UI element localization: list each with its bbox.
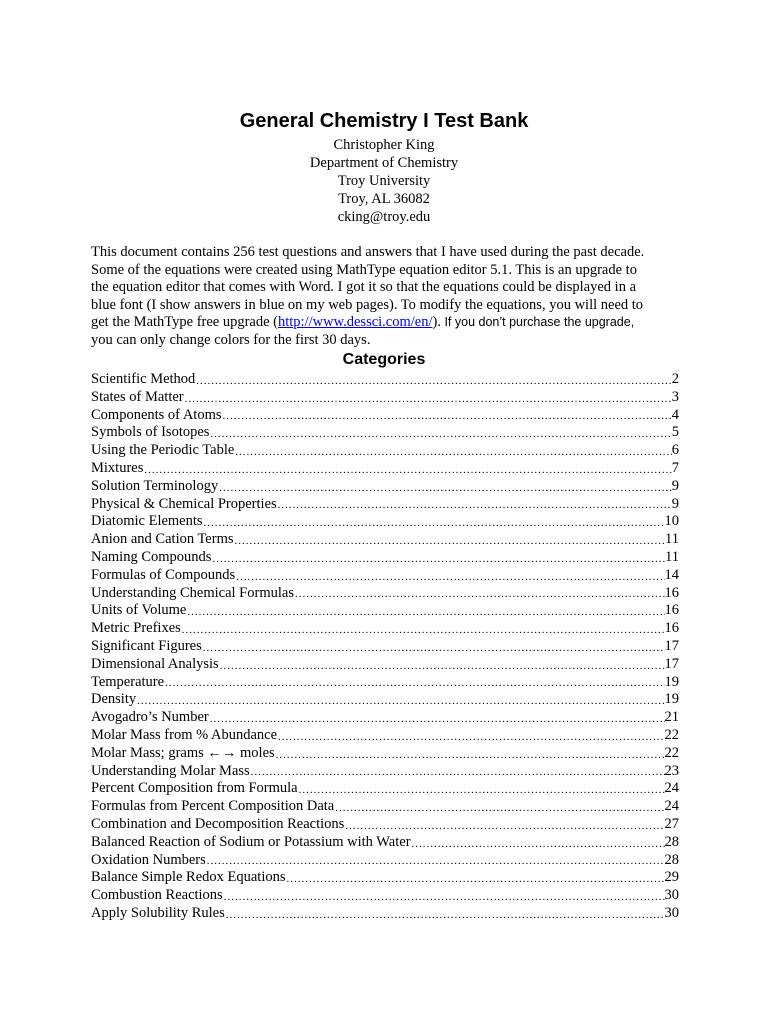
toc-entry-label: Combustion Reactions (91, 887, 223, 904)
toc-dot-leader (181, 623, 665, 638)
toc-entry-page: 27 (664, 815, 679, 832)
toc-entry[interactable] (91, 513, 679, 531)
toc-entry-label: Anion and Cation Terms (91, 531, 234, 548)
toc-dot-leader (225, 908, 665, 923)
toc-dot-leader (275, 748, 665, 763)
toc-entry-label: Avogadro’s Number (91, 709, 209, 726)
toc-entry-page: 6 (671, 442, 679, 459)
toc-dot-leader (186, 605, 664, 620)
toc-entry[interactable] (91, 905, 679, 923)
toc-dot-leader (218, 481, 672, 496)
toc-entry-page: 17 (664, 655, 679, 672)
toc-entry-page: 29 (664, 869, 679, 886)
toc-entry[interactable] (91, 816, 679, 834)
toc-entry-page: 22 (664, 744, 679, 761)
toc-entry-label: Understanding Molar Mass (91, 762, 250, 779)
toc-entry[interactable] (91, 602, 679, 620)
toc-entry[interactable] (91, 869, 679, 887)
toc-entry-page: 7 (671, 459, 679, 476)
toc-entry-page: 19 (664, 691, 679, 708)
toc-entry[interactable] (91, 531, 679, 549)
toc-entry-page: 28 (664, 833, 679, 850)
toc-entry[interactable] (91, 763, 679, 781)
toc-dot-leader (234, 445, 671, 460)
toc-entry-page: 9 (671, 495, 679, 512)
toc-dot-leader (234, 534, 666, 549)
toc-entry-page: 11 (665, 548, 679, 565)
toc-entry[interactable] (91, 442, 679, 460)
toc-entry-label: Using the Periodic Table (91, 442, 235, 459)
toc-dot-leader (203, 516, 665, 531)
toc-dot-leader (277, 498, 672, 513)
intro-text: get the MathType free upgrade ( (91, 314, 278, 331)
toc-dot-leader (209, 427, 671, 442)
toc-entry[interactable] (91, 656, 679, 674)
toc-dot-leader (411, 837, 665, 852)
dessci-link[interactable]: http://www.dessci.com/en/ (278, 314, 433, 331)
author-university: Troy University (337, 173, 431, 189)
toc-entry[interactable] (91, 691, 679, 709)
intro-paragraph (91, 244, 681, 350)
toc-entry[interactable] (91, 709, 679, 727)
toc-entry-page: 14 (664, 566, 679, 583)
toc-entry-label: Symbols of Isotopes (91, 424, 210, 441)
toc-entry-label: Components of Atoms (91, 406, 222, 423)
intro-line: Some of the equations were created using MathType equation editor 5.1. This is an upgrade to (91, 261, 637, 278)
toc-dot-leader (223, 890, 665, 905)
toc-dot-leader (136, 694, 664, 709)
toc-entry-page: 30 (664, 887, 679, 904)
toc-entry-page: 16 (664, 602, 679, 619)
toc-dot-leader (344, 819, 664, 834)
toc-entry-label: Molar Mass; grams ←→ moles (91, 744, 275, 761)
toc-entry[interactable] (91, 567, 679, 585)
toc-entry[interactable] (91, 727, 679, 745)
toc-dot-leader (209, 712, 665, 727)
toc-dot-leader (164, 676, 664, 691)
toc-entry[interactable] (91, 389, 679, 407)
toc-entry-page: 24 (664, 798, 679, 815)
toc-dot-leader (211, 552, 665, 567)
toc-entry-label: Physical & Chemical Properties (91, 495, 277, 512)
toc-entry-label: Scientific Method (91, 371, 196, 387)
toc-entry[interactable] (91, 852, 679, 870)
toc-entry-page: 24 (664, 780, 679, 797)
toc-entry-label: Apply Solubility Rules (91, 904, 225, 921)
toc-dot-leader (222, 409, 672, 424)
toc-entry[interactable] (91, 549, 679, 567)
toc-entry[interactable] (91, 834, 679, 852)
toc-entry[interactable] (91, 478, 679, 496)
categories-heading: Categories (342, 351, 426, 368)
toc-entry[interactable] (91, 371, 679, 389)
intro-text: If you don’t purchase the upgrade, (440, 315, 635, 330)
toc-entry[interactable] (91, 460, 679, 478)
toc-entry-page: 23 (664, 762, 679, 779)
toc-dot-leader (298, 783, 665, 798)
toc-entry-label: States of Matter (91, 388, 184, 405)
toc-entry-page: 30 (664, 904, 679, 921)
toc-entry-label: Formulas from Percent Composition Data (91, 798, 335, 815)
table-of-contents (91, 371, 679, 923)
toc-entry-label: Density (91, 691, 137, 708)
toc-entry-label: Solution Terminology (91, 477, 219, 494)
toc-entry-label: Oxidation Numbers (91, 851, 206, 868)
toc-entry[interactable] (91, 424, 679, 442)
toc-entry-label: Metric Prefixes (91, 620, 181, 637)
toc-dot-leader (286, 872, 665, 887)
toc-entry[interactable] (91, 407, 679, 425)
toc-entry[interactable] (91, 638, 679, 656)
toc-entry[interactable] (91, 798, 679, 816)
toc-entry[interactable] (91, 887, 679, 905)
toc-entry-label: Naming Compounds (91, 548, 212, 565)
toc-dot-leader (206, 854, 665, 869)
toc-dot-leader (334, 801, 664, 816)
toc-dot-leader (143, 463, 671, 478)
author-location: Troy, AL 36082 (338, 191, 430, 207)
toc-entry-page: 9 (671, 477, 679, 494)
toc-entry-label: Understanding Chemical Formulas (91, 584, 294, 601)
toc-dot-leader (250, 765, 665, 780)
toc-entry-label: Units of Volume (91, 602, 187, 619)
toc-entry[interactable] (91, 780, 679, 798)
toc-entry[interactable] (91, 674, 679, 692)
toc-entry-label: Diatomic Elements (91, 513, 203, 530)
toc-entry-label: Formulas of Compounds (91, 566, 236, 583)
toc-dot-leader (195, 374, 671, 389)
toc-entry-label: Balance Simple Redox Equations (91, 869, 286, 886)
toc-entry-label: Balanced Reaction of Sodium or Potassium with Water (91, 833, 411, 850)
toc-entry-page: 2 (671, 371, 679, 387)
toc-entry-label: Molar Mass from % Abundance (91, 726, 278, 743)
toc-entry[interactable] (91, 620, 679, 638)
toc-dot-leader (235, 570, 664, 585)
toc-entry-page: 11 (665, 531, 679, 548)
toc-entry-label: Mixtures (91, 459, 144, 476)
intro-line: blue font (I show answers in blue on my web pages). To modify the equations, you will need to (91, 296, 644, 313)
toc-entry-page: 19 (664, 673, 679, 690)
toc-dot-leader (277, 730, 664, 745)
author-block (0, 136, 768, 226)
toc-entry-page: 16 (664, 620, 679, 637)
toc-entry-page: 21 (664, 709, 679, 726)
toc-entry-label: Percent Composition from Formula (91, 780, 298, 797)
author-department: Department of Chemistry (309, 155, 459, 171)
toc-dot-leader (202, 641, 665, 656)
toc-entry-label: Combination and Decomposition Reactions (91, 815, 345, 832)
toc-dot-leader (219, 659, 665, 674)
toc-entry-label: Dimensional Analysis (91, 655, 219, 672)
intro-line: the equation editor that comes with Word. I got it so that the equations could be displayed in a (91, 279, 637, 296)
toc-entry-page: 16 (664, 584, 679, 601)
author-email: cking@troy.edu (337, 209, 431, 225)
toc-entry[interactable] (91, 745, 679, 763)
document-title: General Chemistry I Test Bank (239, 110, 529, 132)
toc-entry-page: 10 (664, 513, 679, 530)
toc-dot-leader (184, 392, 672, 407)
toc-entry-page: 17 (664, 637, 679, 654)
toc-entry-label: Temperature (91, 673, 165, 690)
toc-entry-page: 4 (671, 406, 679, 423)
toc-dot-leader (294, 587, 665, 602)
intro-line (91, 314, 681, 332)
intro-line: you can only change colors for the first 30 days. (91, 331, 371, 348)
intro-text: ). (432, 314, 441, 331)
toc-entry-page: 3 (671, 388, 679, 405)
toc-entry-page: 22 (664, 726, 679, 743)
intro-line: This document contains 256 test questions and answers that I have used during the past decade. (91, 244, 645, 260)
toc-entry-page: 28 (664, 851, 679, 868)
author-name: Christopher King (333, 137, 435, 153)
toc-entry[interactable] (91, 585, 679, 603)
toc-entry[interactable] (91, 496, 679, 514)
toc-entry-label: Significant Figures (91, 637, 202, 654)
toc-entry-page: 5 (671, 424, 679, 441)
